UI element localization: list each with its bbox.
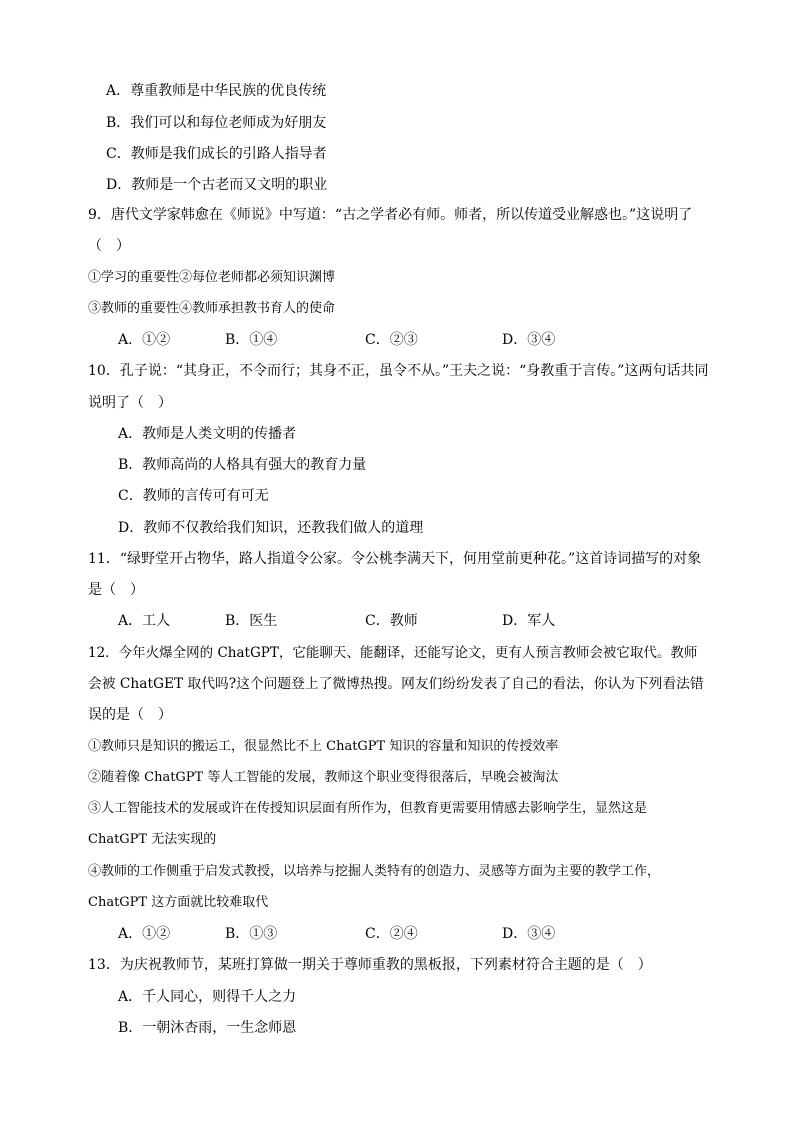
q12-option-d: D．③④ — [502, 926, 556, 942]
q10-option-d: D．教师不仅教给我们知识，还教我们做人的道理 — [118, 520, 424, 536]
q12-stem-cont-1: 会被 ChatGET 取代吗?这个问题登上了微博热搜。网友们纷纷发表了自己的看法，你认为下列看法错 — [88, 676, 704, 692]
q12-stem-cont-2: 误的是（ ） — [88, 707, 172, 723]
q9-stem-cont: （ ） — [88, 238, 130, 254]
q9-statement-2: ③教师的重要性④教师承担教书育人的使命 — [88, 301, 336, 316]
q9-option-d: D．③④ — [502, 332, 556, 348]
q10-stem: 10．孔子说：“其身正，不令而行；其身不正，虽令不从。”王夫之说：“身教重于言传。”这两句话共同 — [88, 363, 709, 379]
q9-option-b: B．①④ — [225, 332, 278, 348]
q10-option-a: A．教师是人类文明的传播者 — [118, 426, 297, 442]
q9-stem: 9．唐代文学家韩愈在《师说》中写道：“古之学者必有师。师者，所以传道受业解惑也。”这说明了 — [88, 207, 693, 223]
q10-stem-cont: 说明了（ ） — [88, 395, 172, 411]
q12-statement-3: ③人工智能技术的发展或许在传授知识层面有所作为，但教育更需要用情感去影响学生，显然这是 — [88, 801, 648, 816]
q10-option-c: C．教师的言传可有可无 — [118, 488, 269, 504]
q12-statement-4-cont: ChatGPT 这方面就比较难取代 — [88, 895, 269, 910]
q12-options — [0, 924, 794, 944]
q13-stem: 13．为庆祝教师节，某班打算做一期关于尊师重教的黑板报，下列素材符合主题的是（ ） — [88, 957, 652, 973]
q11-option-a: A．工人 — [118, 613, 171, 629]
option-c-top: C．教师是我们成长的引路人指导者 — [106, 146, 327, 162]
q12-stem: 12．今年火爆全网的 ChatGPT，它能聊天、能翻译，还能写论文，更有人预言教师会被它取代。教师 — [88, 645, 698, 661]
q13-option-b: B．一朝沐杏雨，一生念师恩 — [118, 1020, 297, 1036]
q9-option-a: A．①② — [118, 332, 171, 348]
q11-option-b: B．医生 — [225, 613, 278, 629]
q12-statement-1: ①教师只是知识的搬运工，很显然比不上 ChatGPT 知识的容量和知识的传授效率 — [88, 739, 559, 754]
q11-stem: 11．“绿野堂开占物华，路人指道令公家。令公桃李满天下，何用堂前更种花。”这首诗词描写的对象 — [88, 551, 702, 567]
q11-option-c: C．教师 — [365, 613, 418, 629]
q11-stem-cont: 是（ ） — [88, 582, 144, 598]
q12-option-a: A．①② — [118, 926, 171, 942]
q12-option-c: C．②④ — [365, 926, 418, 942]
q12-statement-4: ④教师的工作侧重于启发式教授，以培养与挖掘人类特有的创造力、灵感等方面为主要的教学工作， — [88, 864, 661, 879]
option-b-top: B．我们可以和每位老师成为好朋友 — [106, 115, 327, 131]
q9-options — [0, 330, 794, 350]
option-a-top: A．尊重教师是中华民族的优良传统 — [106, 83, 327, 99]
q12-statement-2: ②随着像 ChatGPT 等人工智能的发展，教师这个职业变得很落后，早晚会被淘汰 — [88, 770, 559, 785]
q10-option-b: B．教师高尚的人格具有强大的教育力量 — [118, 457, 367, 473]
q13-option-a: A．千人同心，则得千人之力 — [118, 989, 297, 1005]
q9-statement-1: ①学习的重要性②每位老师都必须知识渊博 — [88, 270, 336, 285]
q12-statement-3-cont: ChatGPT 无法实现的 — [88, 832, 217, 847]
q9-option-c: C．②③ — [365, 332, 418, 348]
q11-options — [0, 611, 794, 631]
q11-option-d: D．军人 — [502, 613, 556, 629]
q12-option-b: B．①③ — [225, 926, 278, 942]
option-d-top: D．教师是一个古老而又文明的职业 — [106, 177, 328, 193]
